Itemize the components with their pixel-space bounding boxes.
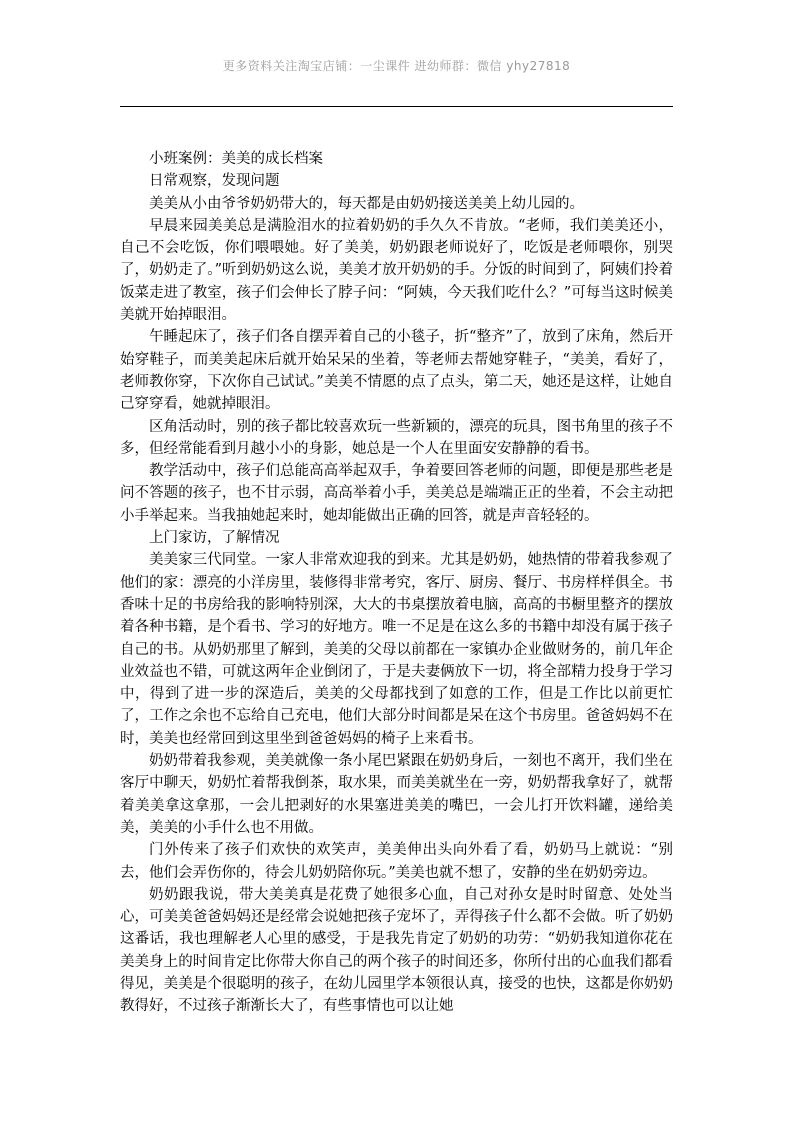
body-paragraph: 早晨来园美美总是满脸泪水的拉着奶奶的手久久不肯放。“老师，我们美美还小，自己不会吃饭，你们喂喂她。好了美美，奶奶跟老师说好了，吃饭是老师喂你，别哭了，奶奶走了。”听到奶奶这么说，美美才放开奶奶的手。分饭的时间到了，阿姨们拎着饭菜走进了教室，孩子们会伸长了脖子问：“阿姨，今天我们吃什么？”可每当这时候美美就开始掉眼泪。 <box>120 217 673 324</box>
document-title: 小班案例：美美的成长档案 <box>149 151 323 167</box>
body-paragraph: 门外传来了孩子们欢快的欢笑声，美美伸出头向外看了看，奶奶马上就说：“别去，他们会弄伤你的，待会儿奶奶陪你玩。”美美也就不想了，安静的坐在奶奶旁边。 <box>120 842 673 881</box>
body-paragraph: 奶奶带着我参观，美美就像一条小尾巴紧跟在奶奶身后，一刻也不离开，我们坐在客厅中聊天，奶奶忙着帮我倒茶，取水果，而美美就坐在一旁，奶奶帮我拿好了，就帮着美美拿这拿那，一会儿把剥好的水果塞进美美的嘴巴，一会儿打开饮料罐，递给美美，美美的小手什么也不用做。 <box>120 753 673 836</box>
document-body <box>120 148 673 1018</box>
section-heading-observation: 日常观察，发现问题 <box>149 173 280 190</box>
page-header: 更多资料关注淘宝店铺：一尘课件 进幼师群：微信 yhy27818 <box>222 59 571 73</box>
body-paragraph: 午睡起床了，孩子们各自摆弄着自己的小毯子，折“整齐”了，放到了床角，然后开始穿鞋子，而美美起床后就开始呆呆的坐着，等老师去帮她穿鞋子，“美美，看好了，老师教你穿，下次你自己试试。”美美不情愿的点了点头，第二天，她还是这样，让她自己穿穿看，她就掉眼泪。 <box>120 329 673 413</box>
body-paragraph: 区角活动时，别的孩子都比较喜欢玩一些新颖的，漂亮的玩具，图书角里的孩子不多，但经常能看到月越小小的身影，她总是一个人在里面安安静静的看书。 <box>120 418 673 457</box>
body-paragraph: 美美从小由爷爷奶奶带大的，每天都是由奶奶接送美美上幼儿园的。 <box>149 195 584 212</box>
body-paragraph: 奶奶跟我说，带大美美真是花费了她很多心血，自己对孙女是时时留意、处处当心，可美美爸爸妈妈还是经常会说她把孩子宠坏了，弄得孩子什么都不会做。听了奶奶这番话，我也理解老人心里的感受，于是我先肯定了奶奶的功劳：“奶奶我知道你花在美美身上的时间肯定比你带大你自己的两个孩子的时间还多，你所付出的心血我们都看得见，美美是个很聪明的孩子，在幼儿园里学本领很认真，接受的也快，这都是你奶奶教得好，不过孩子渐渐长大了，有些事情也可以让她 <box>120 886 673 1015</box>
body-paragraph: 美美家三代同堂。一家人非常欢迎我的到来。尤其是奶奶，她热情的带着我参观了他们的家：漂亮的小洋房里，装修得非常考究，客厅、厨房、餐厅、书房样样俱全。书香味十足的书房给我的影响特别深，大大的书桌摆放着电脑，高高的书橱里整齐的摆放着各种书籍，是个看书、学习的好地方。唯一不足是在这么多的书籍中却没有属于孩子自己的书。从奶奶那里了解到，美美的父母以前都在一家镇办企业做财务的，前几年企业效益也不错，可就这两年企业倒闭了，于是夫妻俩放下一切，将全部精力投身于学习中，得到了进一步的深造后，美美的父母都找到了如意的工作，但是工作比以前更忙了，工作之余也不忘给自己充电，他们大部分时间都是呆在这个书房里。爸爸妈妈不在时，美美也经常回到这里坐到爸爸妈妈的椅子上来看书。 <box>120 552 673 747</box>
section-heading-home-visit: 上门家访，了解情况 <box>149 530 280 547</box>
header-divider <box>120 106 673 107</box>
body-paragraph: 教学活动中，孩子们总能高高举起双手，争着要回答老师的问题，即便是那些老是问不答题的孩子，也不甘示弱，高高举着小手，美美总是端端正正的坐着，不会主动把小手举起来。当我抽她起来时，她却能做出正确的回答，就是声音轻轻的。 <box>120 463 673 524</box>
